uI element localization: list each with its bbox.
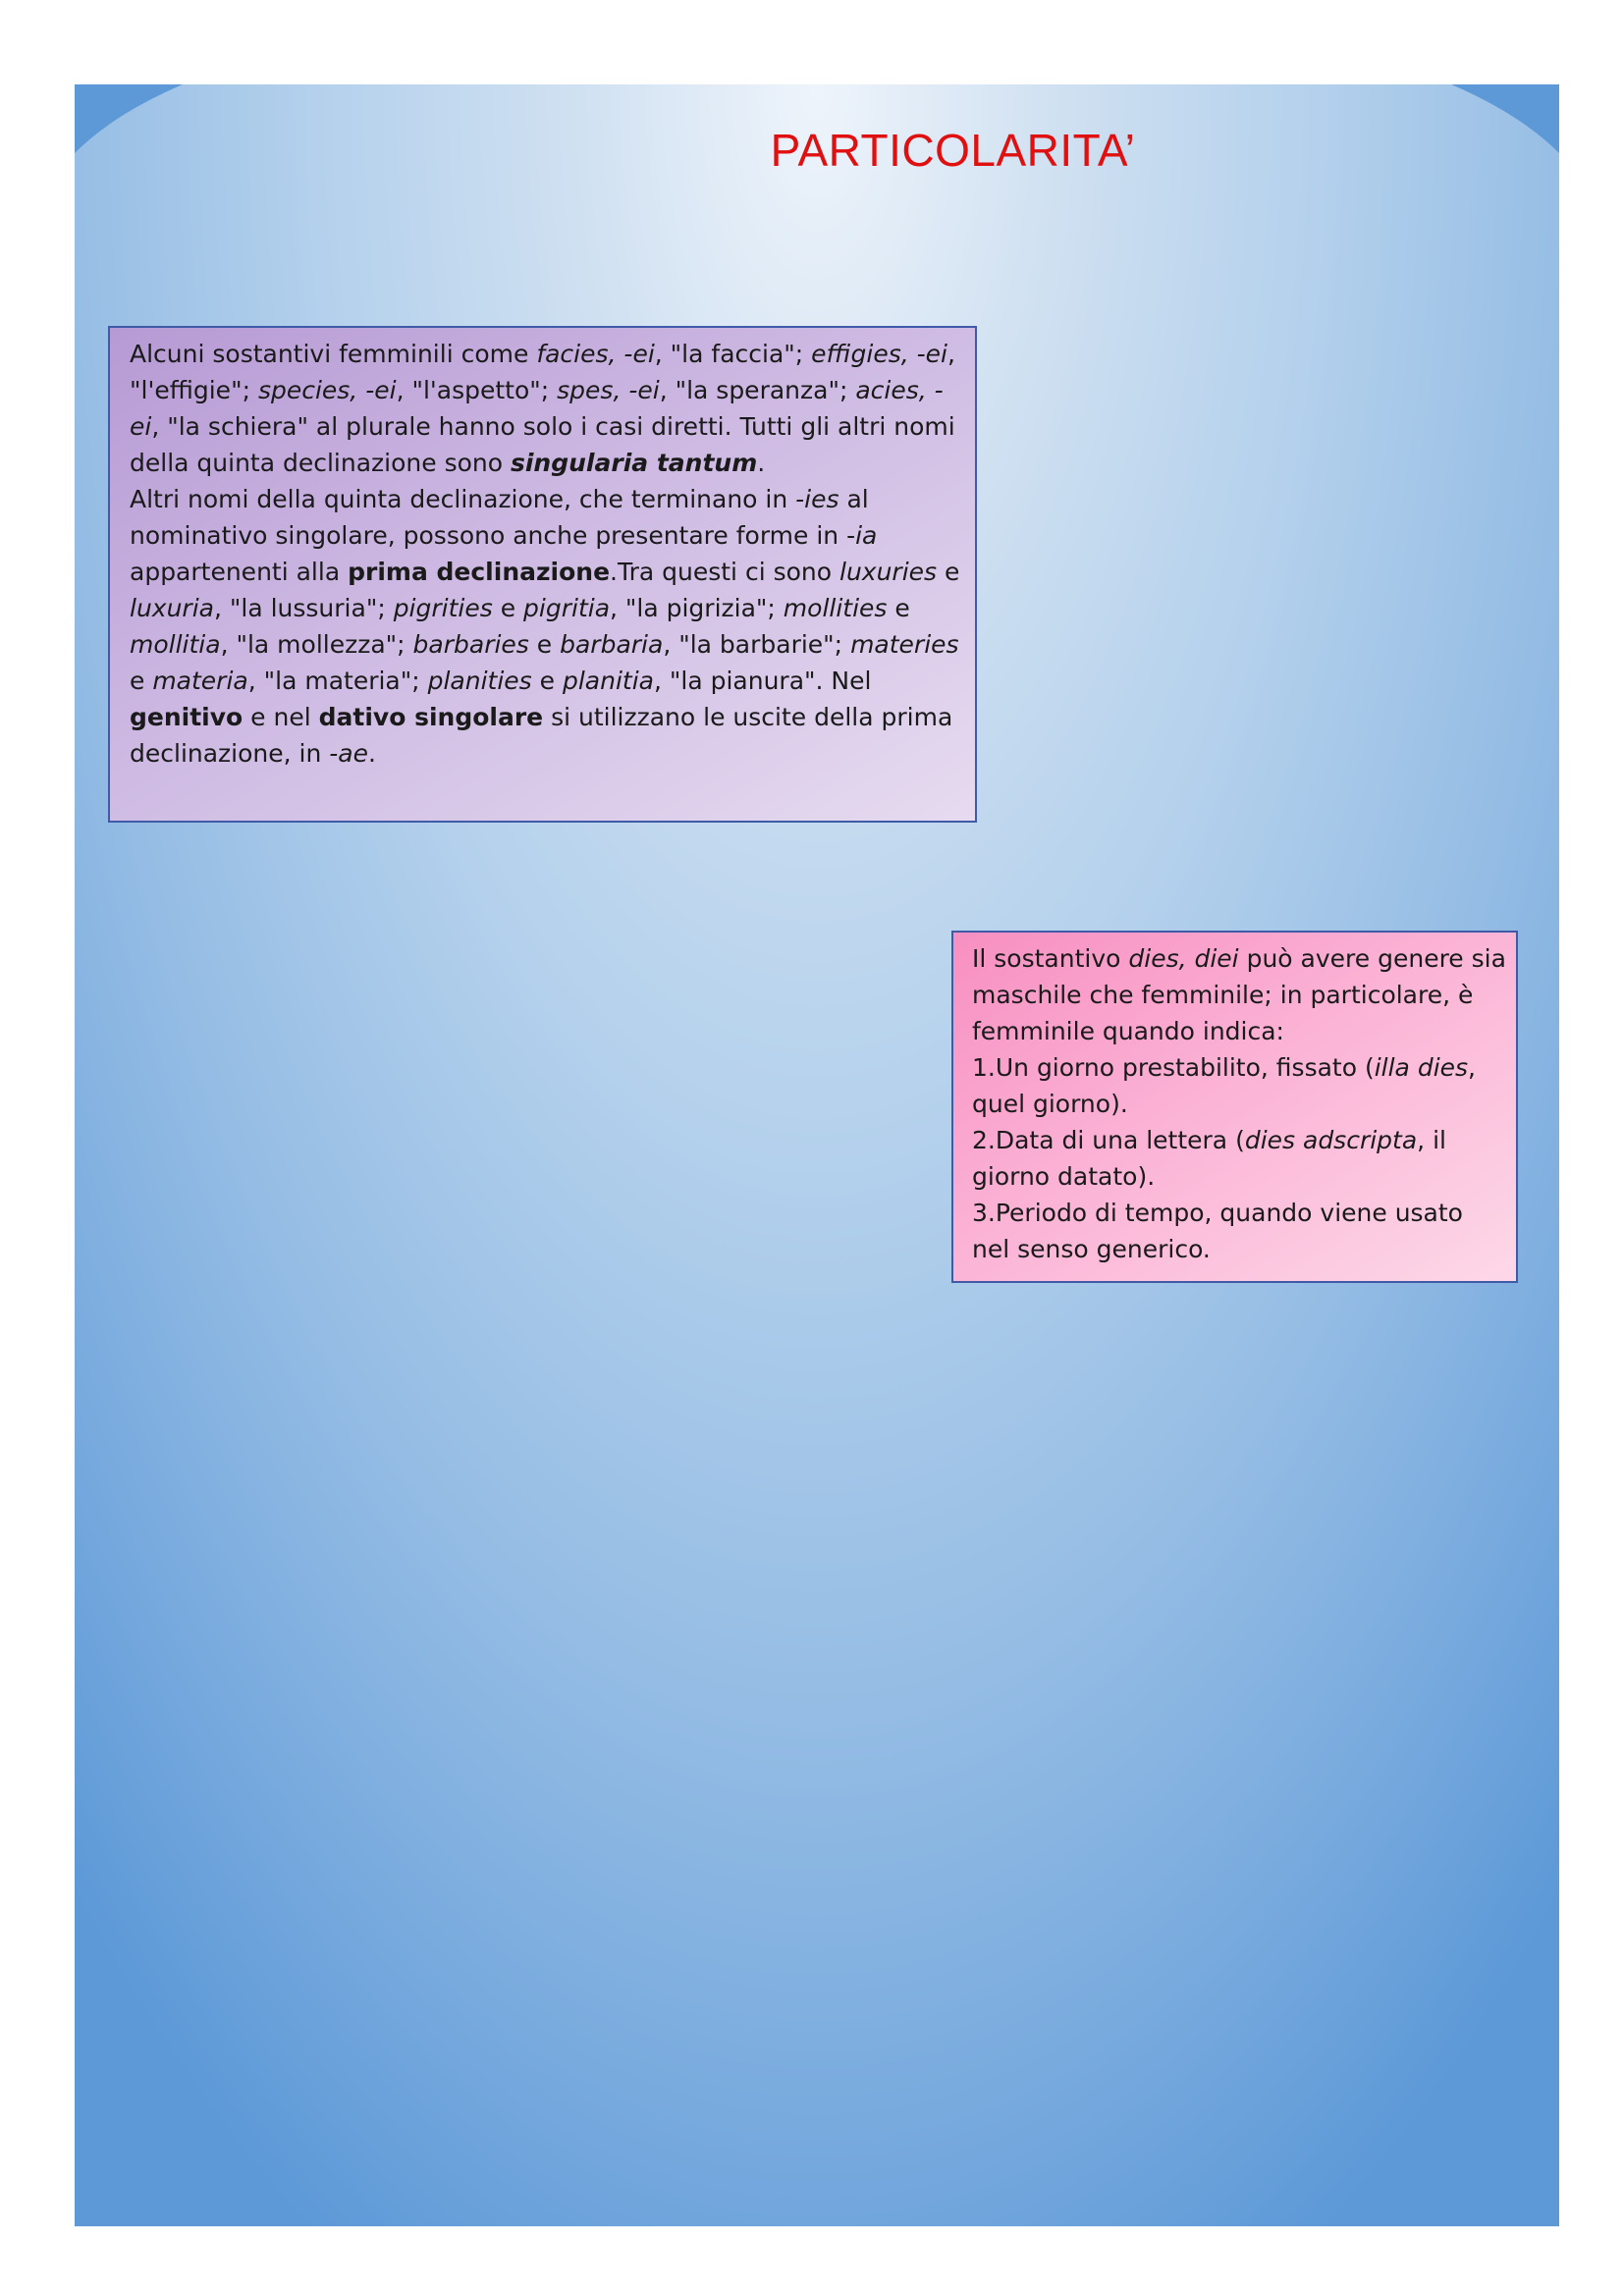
- text-run: genitivo: [130, 703, 243, 731]
- dies-note-box: [951, 931, 1518, 1283]
- text-run: Alcuni sostantivi femminili come: [130, 340, 537, 368]
- text-run: e: [937, 558, 960, 586]
- text-run: singularia tantum: [510, 449, 758, 477]
- text-run: -ies: [795, 485, 839, 513]
- text-run: species, -ei: [257, 376, 397, 404]
- text-run: materia: [152, 667, 248, 695]
- text-run: 1.Un giorno prestabilito, fissato (: [972, 1053, 1375, 1082]
- text-run: dies adscripta: [1244, 1126, 1418, 1154]
- text-run: e: [531, 667, 563, 695]
- text-run: , "la pianura". Nel: [653, 667, 872, 695]
- fifth-declension-note-box: [108, 326, 977, 823]
- text-run: , il giorno datato).: [972, 1126, 1446, 1191]
- text-run: si utilizzano le uscite della prima declinazione, in: [130, 703, 953, 768]
- text-run: .: [757, 449, 766, 477]
- list-item: [972, 1122, 1506, 1195]
- text-run: spes, -ei: [557, 376, 660, 404]
- text-run: , "la lussuria";: [213, 594, 394, 622]
- text-run: e: [492, 594, 524, 622]
- corner-decoration-left: [75, 84, 291, 300]
- text-run: al nominativo singolare, possono anche presentare forme in -: [130, 485, 869, 550]
- text-run: barbaria: [560, 630, 664, 659]
- text-run: può avere genere sia maschile che femminile; in particolare, è femminile quando indica:: [972, 944, 1506, 1045]
- text-run: appartenenti alla: [130, 558, 349, 586]
- text-run: , quel giorno).: [972, 1053, 1476, 1118]
- note-paragraph: [972, 940, 1506, 1049]
- text-run: planitia: [562, 667, 654, 695]
- text-run: planities: [427, 667, 532, 695]
- text-run: , "la mollezza";: [220, 630, 413, 659]
- text-run: mollitia: [130, 630, 221, 659]
- corner-decoration-right: [1343, 84, 1559, 300]
- text-run: , "l'effigie";: [130, 340, 955, 404]
- text-run: prima declinazione: [348, 558, 611, 586]
- text-run: acies, -ei: [130, 376, 944, 441]
- text-run: 2.Data di una lettera (: [972, 1126, 1245, 1154]
- text-run: e nel: [243, 703, 319, 731]
- text-run: , "la faccia";: [654, 340, 812, 368]
- text-run: e: [130, 667, 153, 695]
- text-run: Il sostantivo: [972, 944, 1129, 973]
- text-run: facies, -ei: [536, 340, 655, 368]
- text-run: Altri nomi della quinta declinazione, che terminano in: [130, 485, 796, 513]
- text-run: e: [528, 630, 561, 659]
- text-run: , "la schiera" al plurale hanno solo i casi diretti. Tutti gli altri nomi della quinta declinazione sono: [130, 412, 955, 477]
- text-run: .Tra questi ci sono: [610, 558, 839, 586]
- page-title: PARTICOLARITA’: [770, 125, 1136, 176]
- text-run: luxuria: [130, 594, 214, 622]
- text-run: , "la materia";: [247, 667, 428, 695]
- text-run: illa dies: [1374, 1053, 1469, 1082]
- text-run: mollities: [783, 594, 888, 622]
- text-run: materies: [850, 630, 959, 659]
- text-run: .: [368, 739, 376, 768]
- text-run: , "la speranza";: [659, 376, 856, 404]
- text-run: effigies, -ei: [811, 340, 947, 368]
- text-run: luxuries: [839, 558, 938, 586]
- text-run: ia: [855, 521, 878, 550]
- text-run: , "la barbarie";: [663, 630, 851, 659]
- note-paragraph: [130, 336, 961, 481]
- text-run: -ae: [329, 739, 369, 768]
- list-item: [972, 1049, 1506, 1122]
- text-run: dies, diei: [1128, 944, 1239, 973]
- text-run: , "la pigrizia";: [610, 594, 784, 622]
- page-background: [75, 84, 1559, 2226]
- text-run: 3.Periodo di tempo, quando viene usato nel senso generico.: [972, 1199, 1463, 1263]
- text-run: pigrities: [393, 594, 493, 622]
- text-run: e: [887, 594, 910, 622]
- note-paragraph: [130, 481, 961, 772]
- text-run: barbaries: [412, 630, 529, 659]
- text-run: dativo singolare: [318, 703, 544, 731]
- list-item: [972, 1195, 1506, 1267]
- text-run: , "l'aspetto";: [396, 376, 558, 404]
- text-run: pigritia: [523, 594, 611, 622]
